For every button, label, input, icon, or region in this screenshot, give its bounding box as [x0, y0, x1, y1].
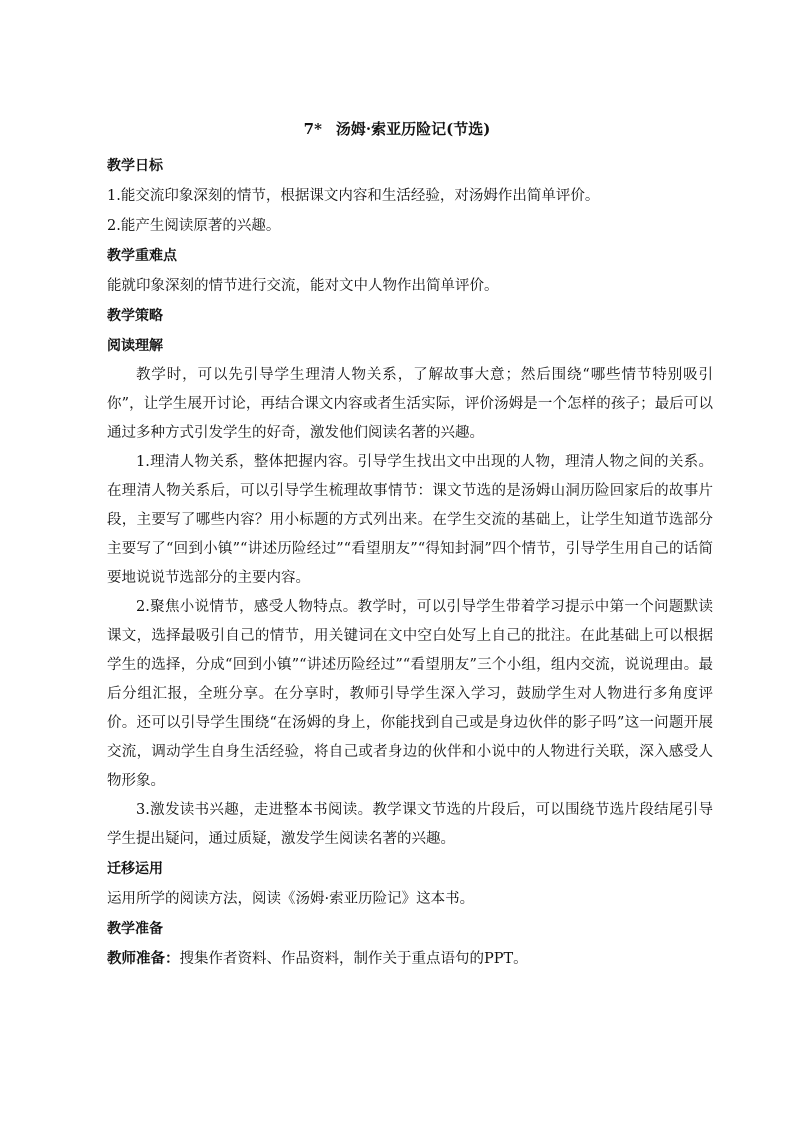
reading-heading: 阅读理解	[107, 338, 163, 354]
lesson-title-text: 汤姆·索亚历险记(节选)	[335, 120, 491, 138]
reading-paragraph: 2.聚焦小说情节，感受人物特点。教学时，可以引导学生带着学习提示中第一个问题默读课文，选择最吸引自己的情节，用关键词在文中空白处写上自己的批注。在此基础上可以根据学生的选择，分成“回到小镇”“讲述历险经过”“看望朋友”三个小组，组内交流，说说理由。最后分组汇报，全班分享。在分享时，教师引导学生深入学习，鼓励学生对人物进行多角度评价。还可以引导学生围绕“在汤姆的身上，你能找到自己或是身边伙伴的影子吗”这一问题开展交流，调动学生自身生活经验，将自己或者身边的伙伴和小说中的人物进行关联，深入感受人物形象。	[107, 599, 713, 789]
lesson-title	[0, 118, 794, 140]
reading-paragraph: 1.理清人物关系，整体把握内容。引导学生找出文中出现的人物，理清人物之间的关系。在理清人物关系后，可以引导学生梳理故事情节：课文节选的是汤姆山洞历险回家后的故事片段，主要写了哪些内容？用小标题的方式列出来。在学生交流的基础上，让学生知道节选部分主要写了“回到小镇”“讲述历险经过”“看望朋友”“得知封洞”四个情节，引导学生用自己的话简要地说说节选部分的主要内容。	[107, 454, 713, 586]
document-body	[107, 151, 713, 974]
transfer-text: 运用所学的阅读方法，阅读《汤姆·索亚历险记》这本书。	[107, 891, 475, 907]
key-points-text: 能就印象深刻的情节进行交流，能对文中人物作出简单评价。	[107, 278, 499, 294]
key-points-heading: 教学重难点	[107, 248, 177, 264]
prep-label: 教师准备：	[107, 951, 180, 967]
lesson-number: 7*	[303, 120, 322, 138]
reading-paragraph: 3.激发读书兴趣，走进整本书阅读。教学课文节选的片段后，可以围绕节选片段结尾引导学生提出疑问，通过质疑，激发学生阅读名著的兴趣。	[107, 802, 713, 847]
strategy-heading: 教学策略	[107, 308, 163, 324]
goals-heading: 教学日标	[107, 158, 163, 174]
reading-paragraph: 教学时，可以先引导学生理清人物关系，了解故事大意；然后围绕“哪些情节特别吸引你”，让学生展开讨论，再结合课文内容或者生活实际，评价汤姆是一个怎样的孩子；最后可以通过多种方式引发学生的好奇，激发他们阅读名著的兴趣。	[107, 367, 713, 441]
transfer-heading: 迁移运用	[107, 861, 163, 877]
prep-line	[107, 944, 713, 974]
prep-heading: 教学准备	[107, 921, 163, 937]
goal-item: 1.能交流印象深刻的情节，根据课文内容和生活经验，对汤姆作出简单评价。	[107, 188, 600, 204]
goal-item: 2.能产生阅读原著的兴趣。	[107, 218, 281, 234]
prep-text: 搜集作者资料、作品资料，制作关于重点语句的PPT。	[179, 951, 528, 967]
